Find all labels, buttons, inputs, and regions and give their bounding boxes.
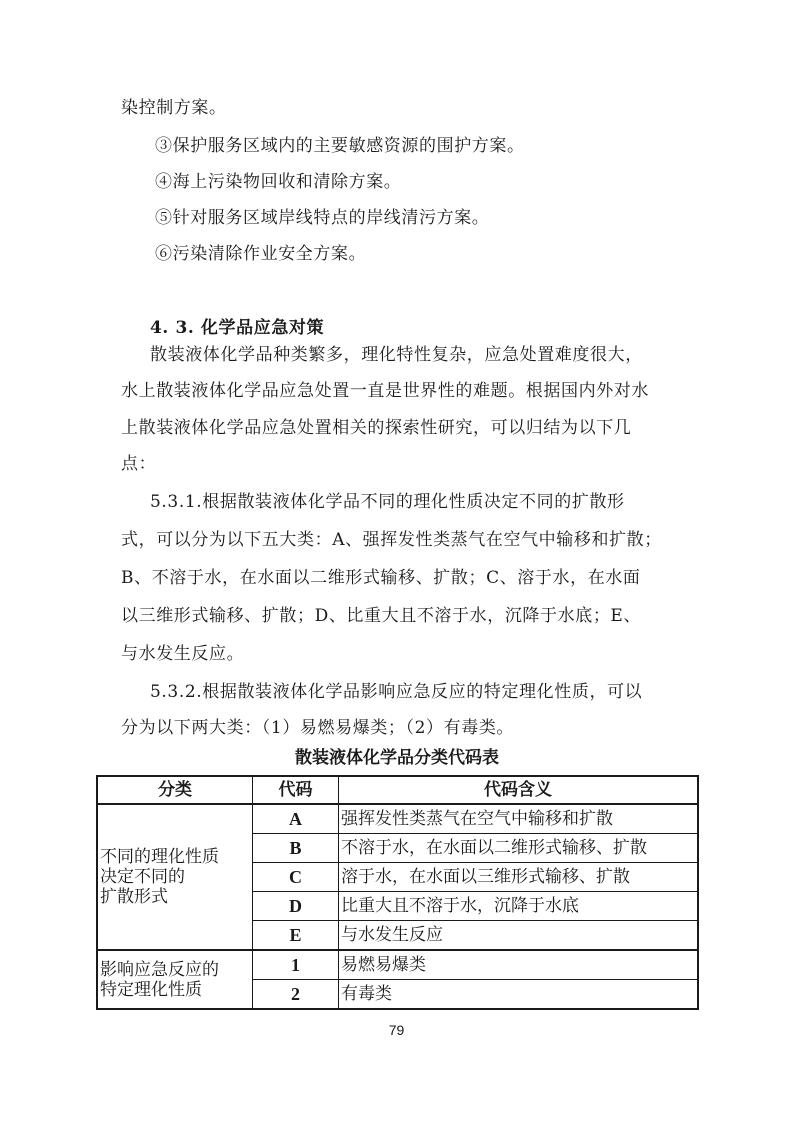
code-cell: C <box>253 863 339 892</box>
paragraph-line: 染控制方案。 <box>121 98 227 118</box>
meaning-cell: 有毒类 <box>339 980 699 1010</box>
list-item: ③保护服务区域内的主要敏感资源的围护方案。 <box>155 136 525 156</box>
category-line: 特定理化性质 <box>100 979 202 1000</box>
classification-code-table <box>96 775 699 1010</box>
paragraph-line: 式，可以分为以下五大类：A、强挥发性类蒸气在空气中输移和扩散； <box>121 530 662 550</box>
header-meaning: 代码含义 <box>339 776 699 804</box>
paragraph-line: 以三维形式输移、扩散；D、比重大且不溶于水，沉降于水底；E、 <box>121 606 642 626</box>
paragraph-line: 散装液体化学品种类繁多，理化特性复杂，应急处置难度很大， <box>150 345 643 365</box>
meaning-cell: 不溶于水，在水面以二维形式输移、扩散 <box>339 834 699 863</box>
code-cell: 1 <box>253 950 339 980</box>
code-cell: A <box>253 804 339 834</box>
paragraph-line: 分为以下两大类：（1）易燃易爆类；（2）有毒类。 <box>121 718 515 738</box>
code-cell: E <box>253 921 339 951</box>
meaning-cell: 强挥发性类蒸气在空气中输移和扩散 <box>339 804 699 834</box>
list-item: ⑥污染清除作业安全方案。 <box>155 244 367 264</box>
header-category: 分类 <box>97 776 253 804</box>
table-header-row <box>97 776 698 804</box>
section-heading: 4. 3. 化学品应急对策 <box>150 318 325 338</box>
category-cell <box>97 950 253 1009</box>
paragraph-line: 与水发生反应。 <box>121 644 245 664</box>
table-row <box>97 804 698 834</box>
code-cell: 2 <box>253 980 339 1010</box>
table-caption: 散装液体化学品分类代码表 <box>295 748 499 768</box>
list-item: ⑤针对服务区域岸线特点的岸线清污方案。 <box>155 208 490 228</box>
meaning-cell: 与水发生反应 <box>339 921 699 951</box>
header-code: 代码 <box>253 776 339 804</box>
category-line: 扩散形式 <box>100 887 168 907</box>
category-line: 不同的理化性质 <box>100 847 219 867</box>
paragraph-line: 5.3.2.根据散装液体化学品影响应急反应的特定理化性质，可以 <box>150 682 643 702</box>
code-cell: B <box>253 834 339 863</box>
table-row <box>97 950 698 980</box>
paragraph-line: 上散装液体化学品应急处置相关的探索性研究，可以归结为以下几 <box>121 418 632 438</box>
list-item: ④海上污染物回收和清除方案。 <box>155 172 402 192</box>
meaning-cell: 易燃易爆类 <box>339 950 699 980</box>
paragraph-line: 点： <box>121 454 157 474</box>
paragraph-line: B、不溶于水，在水面以二维形式输移、扩散；C、溶于水，在水面 <box>121 568 641 588</box>
paragraph-line: 水上散装液体化学品应急处置一直是世界性的难题。根据国内外对水 <box>121 381 649 401</box>
meaning-cell: 比重大且不溶于水，沉降于水底 <box>339 892 699 921</box>
category-line: 决定不同的 <box>100 867 185 887</box>
meaning-cell: 溶于水，在水面以三维形式输移、扩散 <box>339 863 699 892</box>
paragraph-line: 5.3.1.根据散装液体化学品不同的理化性质决定不同的扩散形 <box>150 492 625 512</box>
category-line: 影响应急反应的 <box>100 959 219 980</box>
code-cell: D <box>253 892 339 921</box>
page-number: 79 <box>388 1022 405 1038</box>
category-cell <box>97 804 253 950</box>
